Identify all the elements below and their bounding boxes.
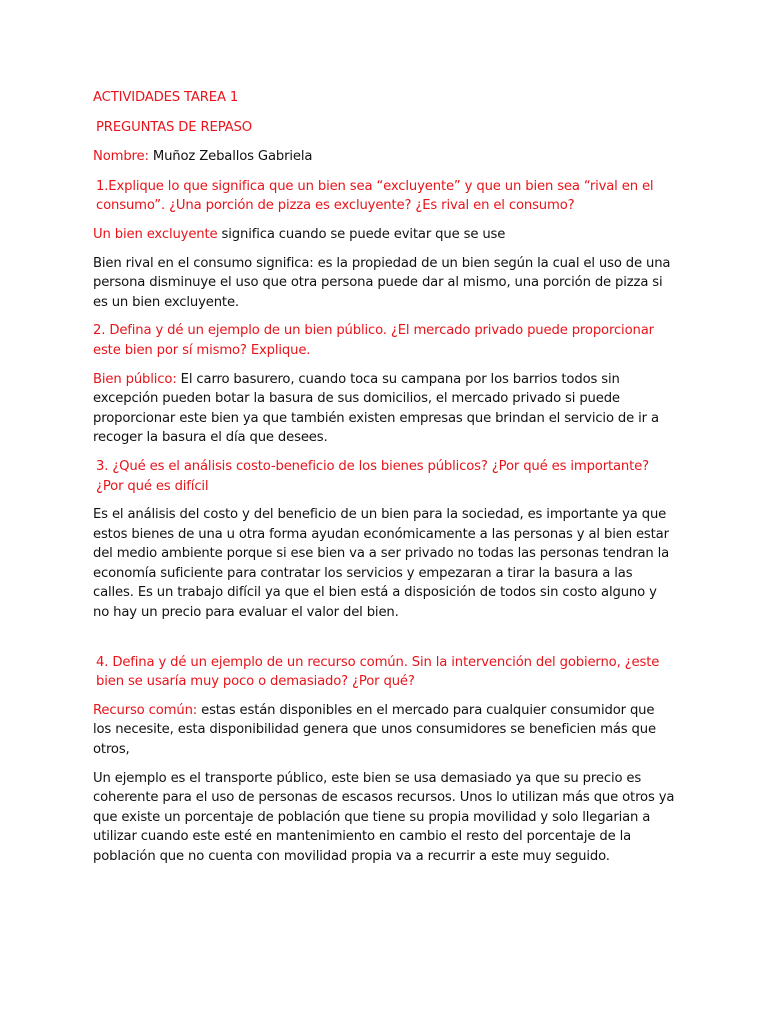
answer-3: Es el análisis del costo y del beneficio de un bien para la sociedad, es importante ya que estos bienes de una u otra forma ayudan económicamente a las personas y al bien estar del medio ambiente porque si ese bien va a ser privado no todas las personas tendran la economía suficiente para contratar los servicios y empezaran a tirar la basura a las calles. Es un trabajo difícil ya que el bien está a disposición de todos sin costo alguno y no hay un precio para evaluar el valor del bien. [93, 507, 670, 621]
answer-1-label: Un bien excluyente [93, 226, 218, 242]
answer-2-label: Bien público: [93, 371, 177, 387]
answer-2-text: El carro basurero, cuando toca su campana por los barrios todos sin excepción pueden botar la basura de sus domicilios, el mercado privado si puede proporcionar este bien ya que también existen empresas que brindan el servicio de ir a recoger la basura el día que desees. [93, 371, 659, 446]
answer-1 [93, 225, 676, 245]
answer-1-text: significa cuando se puede evitar que se use [221, 226, 506, 242]
document-subtitle: PREGUNTAS DE REPASO [96, 119, 253, 135]
answer-1b: Bien rival en el consumo significa: es la propiedad de un bien según la cual el uso de una persona disminuye el uso que otra persona puede dar al mismo, una porción de pizza si es un bien excluyente. [93, 255, 671, 310]
answer-4-label: Recurso común: [93, 702, 198, 718]
student-name-line [93, 147, 676, 167]
question-4: 4. Defina y dé un ejemplo de un recurso común. Sin la intervención del gobierno, ¿este bien se usaría muy poco o demasiado? ¿Por qué? [96, 654, 660, 690]
question-2: 2. Defina y dé un ejemplo de un bien público. ¿El mercado privado puede proporcionar este bien por sí mismo? Explique. [93, 323, 654, 358]
name-value: Muñoz Zeballos Gabriela [152, 149, 313, 165]
answer-4-text: estas están disponibles en el mercado para cualquier consumidor que los necesite, esta disponibilidad genera que unos consumidores se beneficien más que otros, [93, 702, 656, 758]
answer-4 [93, 701, 676, 760]
answer-2 [93, 370, 676, 448]
answer-4b: Un ejemplo es el transporte público, este bien se usa demasiado ya que su precio es coherente para el uso de personas de escasos recursos. Unos lo utilizan más que otros ya que existe un porcentaje de población que tiene su propia movilidad y solo llegarian a utilizar cuando este esté en mantenimiento en cambio el resto del porcentaje de la población que no cuenta con movilidad propia va a recurrir a este muy seguido. [93, 770, 675, 864]
question-3: 3. ¿Qué es el análisis costo-beneficio de los bienes públicos? ¿Por qué es importante? ¿Por qué es difícil [96, 458, 649, 494]
name-label: Nombre: [93, 149, 149, 165]
question-1: 1.Explique lo que significa que un bien sea “excluyente” y que un bien sea “rival en el consumo”. ¿Una porción de pizza es excluyente? ¿Es rival en el consumo? [96, 178, 654, 214]
document-title: ACTIVIDADES TAREA 1 [93, 90, 239, 105]
